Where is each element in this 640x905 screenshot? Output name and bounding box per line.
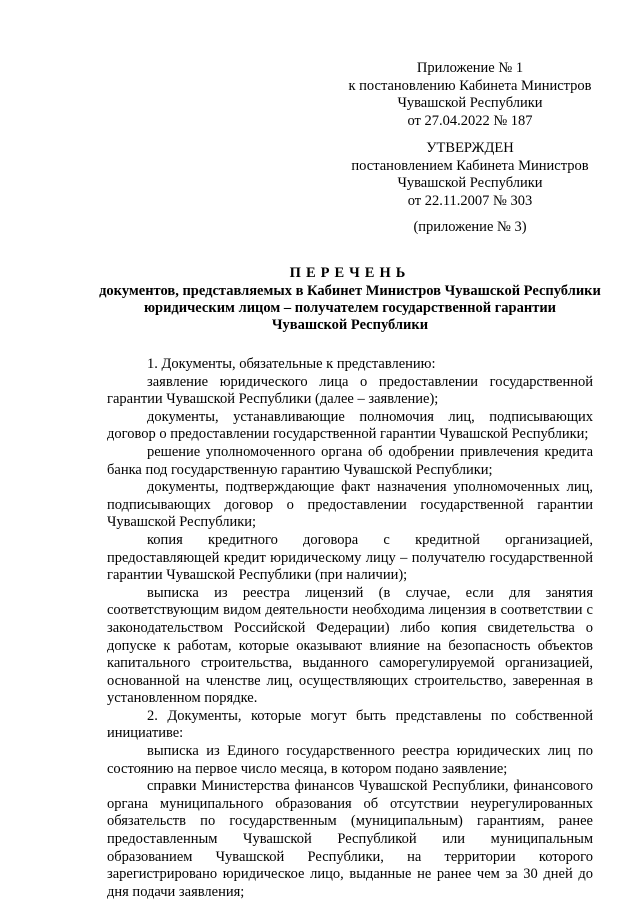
approved-date: от 22.11.2007 № 303 — [407, 192, 533, 209]
list-item: выписка из реестра лицензий (в случае, если для занятия соответствующим видом деятельности необходима лицензия в соответствии с законодательством Российской Федерации) либо копия свидетельства о допуске к работам, которые оказывают влияние на безопасность объектов капитального строительства, выданного саморегулируемой организацией, основанной на членстве лиц, осуществляющих строительство, заверенная в установленном порядке. — [107, 584, 593, 707]
approved-authority: постановлением Кабинета Министров — [351, 157, 589, 174]
appendix-date: от 27.04.2022 № 187 — [407, 112, 533, 129]
list-item: выписка из Единого государственного реестра юридических лиц по состоянию на первое число месяца, в котором подано заявление; — [107, 743, 593, 777]
heading-line-2: юридическим лицом – получателем государственной гарантии — [143, 300, 557, 316]
document-body — [107, 356, 593, 901]
list-item: заявление юридического лица о предоставлении государственной гарантии Чувашской Республики (далее – заявление); — [107, 373, 593, 408]
approved-republic: Чувашской Республики — [397, 175, 543, 191]
list-item: документы, подтверждающие факт назначения уполномоченных лиц, подписывающих договор о предоставлении государственной гарантии Чувашской Республики; — [107, 479, 593, 531]
approved-block — [330, 140, 610, 210]
approved-label: УТВЕРЖДЕН — [426, 140, 514, 156]
list-item: документы, устанавливающие полномочия лиц, подписывающих договор о предоставлении государственной гарантии Чувашской Республики; — [107, 408, 593, 443]
section-1-heading: 1. Документы, обязательные к представлению: — [147, 356, 436, 372]
section-2-heading: 2. Документы, которые могут быть представлены по собственной инициативе: — [107, 707, 593, 742]
appendix-reference: к постановлению Кабинета Министров — [348, 77, 592, 94]
document-title: ПЕРЕЧЕНЬ — [289, 265, 411, 281]
document-heading — [60, 265, 640, 334]
appendix-republic: Чувашской Республики — [397, 95, 543, 111]
list-item: копия кредитного договора с кредитной организацией, предоставляющей кредит юридическому лицу – получателю государственной гарантии Чувашской Республики (при наличии); — [107, 531, 593, 584]
appendix-number: Приложение № 1 — [416, 60, 524, 76]
appendix-note: (приложение № 3) — [413, 219, 527, 235]
heading-line-3: Чувашской Республики — [271, 317, 429, 333]
list-item: решение уполномоченного органа об одобрении привлечения кредита банка под государственную гарантию Чувашской Республики; — [107, 443, 593, 478]
heading-line-1: документов, представляемых в Кабинет Министров Чувашской Республики — [99, 283, 601, 299]
appendix-block — [330, 60, 610, 130]
list-item: справки Министерства финансов Чувашской Республики, финансового органа муниципального образования об отсутствии неурегулированных обязательств по государственным (муниципальным) гарантиям, ранее предоставленным Чувашской Республикой или муниципальным образованием Чувашской Республики, на территории которого зарегистрировано юридическое лицо, выданные не ранее чем за 30 дней до дня подачи заявления; — [107, 778, 593, 900]
